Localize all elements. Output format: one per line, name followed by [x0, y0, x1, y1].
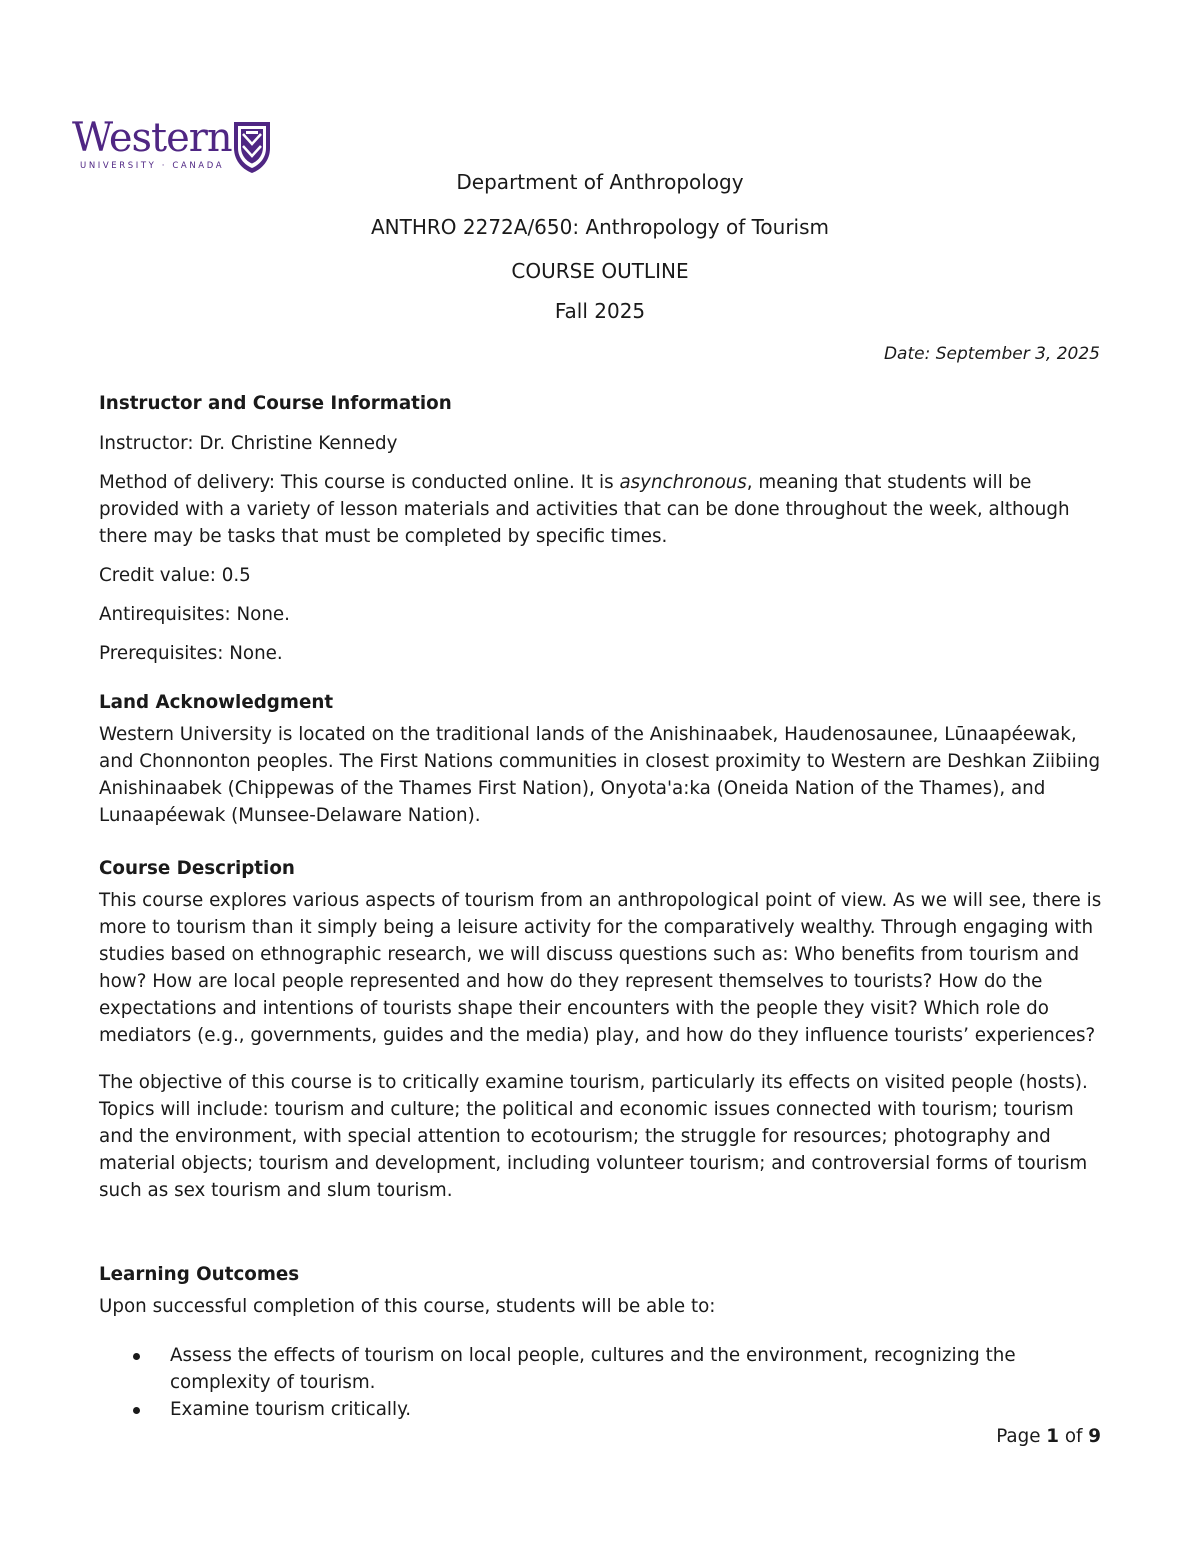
- section-heading-land: Land Acknowledgment: [99, 692, 334, 713]
- description-section: [99, 855, 1104, 1204]
- course-title: ANTHRO 2272A/650: Anthropology of Tourism: [370, 215, 830, 239]
- logo-subtitle: UNIVERSITY · CANADA: [80, 161, 225, 171]
- page-label: Page: [996, 1426, 1041, 1447]
- section-heading-instructor: Instructor and Course Information: [99, 393, 452, 414]
- crest-icon: [232, 118, 272, 174]
- delivery-text-after: , meaning that students will be provided with a variety of lesson materials and activities that can be done throughout the week, although there may be tasks that must be completed by specific times.: [99, 472, 1070, 547]
- delivery-paragraph: [99, 469, 1104, 550]
- description-paragraph-2: The objective of this course is to critically examine tourism, particularly its effects on visited people (hosts). Topics will include: tourism and culture; the political and economic issues connected with tourism; tourism and the environment, with special attention to ecotourism; the struggle for resources; photography and material objects; tourism and development, including volunteer tourism; and controversial forms of tourism such as sex tourism and slum tourism.: [99, 1072, 1088, 1201]
- outcomes-list: [99, 1342, 1104, 1423]
- western-logo: [72, 116, 272, 176]
- land-section: [99, 689, 1104, 829]
- doc-type-title: COURSE OUTLINE: [511, 259, 689, 283]
- section-heading-description: Course Description: [99, 858, 295, 879]
- logo-wordmark: Western: [72, 115, 232, 161]
- description-paragraph-1: This course explores various aspects of tourism from an anthropological point of view. As we will see, there is more to tourism than it simply being a leisure activity for the comparatively wealthy. Through engaging with studies based on ethnographic research, we will discuss questions such as: Who benefits from tourism and how? How are local people represented and how do they represent themselves to tourists? How do the expectations and intentions of tourists shape their encounters with the people they visit? Which role do mediators (e.g., governments, guides and the media) play, and how do they influence tourists’ experiences?: [99, 890, 1102, 1046]
- department-title: Department of Anthropology: [456, 170, 744, 194]
- outcomes-section: [99, 1261, 1104, 1320]
- land-paragraph: Western University is located on the traditional lands of the Anishinaabek, Haudenosaunee, Lūnaapéewak, and Chonnonton peoples. The First Nations communities in closest proximity to Western are Deshkan Ziibiing Anishinaabek (Chippewas of the Thames First Nation), Onyota'a:ka (Oneida Nation of the Thames), and Lunaapéewak (Munsee-Delaware Nation).: [99, 724, 1101, 826]
- of-label: of: [1064, 1426, 1083, 1447]
- list-item: Examine tourism critically.: [99, 1396, 1104, 1423]
- list-item: Assess the effects of tourism on local people, cultures and the environment, recognizing the complexity of tourism.: [99, 1342, 1104, 1396]
- page-current: 1: [1046, 1426, 1060, 1447]
- page-number: [996, 1424, 1101, 1450]
- delivery-italic: asynchronous: [619, 472, 747, 493]
- section-heading-outcomes: Learning Outcomes: [99, 1264, 300, 1285]
- instructor-section: [99, 390, 1104, 667]
- prerequisites: Prerequisites: None.: [99, 643, 283, 664]
- page-total: 9: [1088, 1426, 1101, 1447]
- antirequisites: Antirequisites: None.: [99, 604, 290, 625]
- term-title: Fall 2025: [554, 299, 646, 323]
- delivery-text-before: Method of delivery: This course is conducted online. It is: [99, 472, 620, 493]
- instructor-line: Instructor: Dr. Christine Kennedy: [99, 433, 398, 454]
- credit-value: Credit value: 0.5: [99, 565, 251, 586]
- document-date: Date: September 3, 2025: [883, 344, 1100, 364]
- outcomes-intro: Upon successful completion of this course, students will be able to:: [99, 1296, 716, 1317]
